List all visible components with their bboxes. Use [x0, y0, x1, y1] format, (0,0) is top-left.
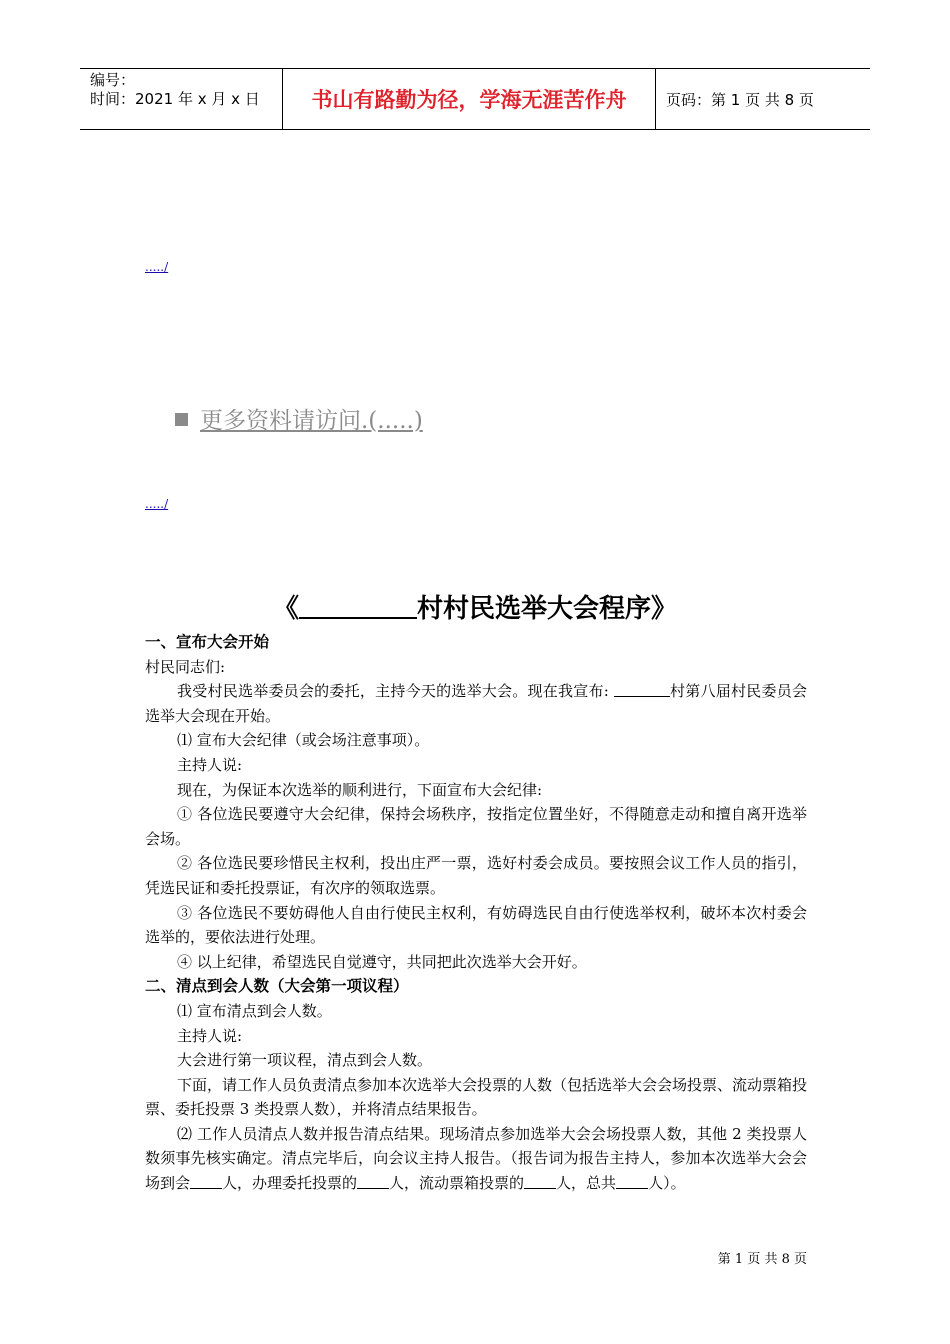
document-title — [0, 588, 950, 625]
title-left: 《 — [272, 594, 299, 624]
paragraph-text: ⑵ 工作人员清点人数并报告清点结果。现场清点参加选举大会会场投票人数，其他 2 类投票人数须事先核实确定。清点完毕后，向会议主持人报告。（报告词为报告主持人，参加本次选举大会会场到会 — [145, 1124, 807, 1193]
paragraph — [145, 679, 807, 728]
bottom-link[interactable]: ...../ — [145, 497, 169, 511]
visit-text[interactable]: 更多资料请访问.(.....) — [200, 408, 423, 434]
paragraph-text: 人，总共 — [556, 1174, 617, 1193]
header-motto-cell — [282, 69, 656, 129]
serial-label: 编号： — [90, 71, 136, 89]
paragraph: 大会进行第一项议程，清点到会人数。 — [177, 1051, 433, 1070]
paragraph-text: 村第八届村民委员会选举大会现在开始。 — [145, 682, 807, 725]
fill-blank — [357, 1174, 389, 1189]
header-motto: 书山有路勤为径，学海无涯苦作舟 — [311, 88, 627, 112]
header-meta — [80, 69, 282, 129]
fill-blank — [616, 1174, 648, 1189]
top-link[interactable]: ...../ — [145, 260, 169, 274]
time-label: 时间：2021 年 x 月 x 日 — [90, 90, 260, 108]
fill-blank — [614, 682, 670, 697]
paragraph — [145, 1122, 807, 1196]
paragraph: ① 各位选民要遵守大会纪律，保持会场秩序，按指定位置坐好，不得随意走动和擅自离开选举会场。 — [145, 805, 807, 848]
visit-banner[interactable] — [175, 402, 423, 435]
paragraph-text: 人）。 — [648, 1174, 686, 1193]
document-body — [145, 630, 807, 1196]
paragraph-text: 我受村民选举委员会的委托，主持今天的选举大会。现在我宣布: — [177, 682, 609, 701]
title-blank — [299, 593, 417, 619]
page-footer: 第 1 页 共 8 页 — [717, 1252, 807, 1267]
paragraph: 现在，为保证本次选举的顺利进行，下面宣布大会纪律: — [177, 780, 543, 799]
paragraph-text: 人，办理委托投票的 — [222, 1174, 358, 1193]
section-heading: 一、宣布大会开始 — [145, 633, 270, 651]
square-bullet-icon — [175, 413, 188, 426]
paragraph: ④ 以上纪律，希望选民自觉遵守，共同把此次选举大会开好。 — [177, 952, 587, 971]
paragraph: 下面，请工作人员负责清点参加本次选举大会投票的人数（包括选举大会会场投票、流动票箱投票、委托投票 3 类投票人数），并将清点结果报告。 — [145, 1075, 808, 1119]
fill-blank — [524, 1174, 556, 1189]
paragraph: ③ 各位选民不要妨碍他人自由行使民主权利，有妨碍选民自由行使选举权利，破坏本次村委会选举的，要依法进行处理。 — [145, 903, 807, 947]
paragraph-text: 人，流动票箱投票的 — [389, 1174, 525, 1193]
paragraph: ⑴ 宣布清点到会人数。 — [177, 1001, 332, 1020]
paragraph: 主持人说: — [177, 1026, 243, 1045]
header-table — [80, 68, 870, 130]
paragraph: ② 各位选民要珍惜民主权利，投出庄严一票，选好村委会成员。要按照会议工作人员的指引，凭选民证和委托投票证，有次序的领取选票。 — [145, 854, 807, 897]
paragraph: 村民同志们: — [145, 657, 226, 676]
paragraph: ⑴ 宣布大会纪律（或会场注意事项）。 — [177, 731, 430, 750]
fill-blank — [190, 1174, 222, 1189]
section-heading: 二、清点到会人数（大会第一项议程） — [145, 977, 409, 996]
paragraph: 主持人说: — [177, 755, 243, 774]
title-right: 村村民选举大会程序》 — [417, 594, 678, 624]
header-page-code: 页码：第 1 页 共 8 页 — [666, 90, 814, 109]
